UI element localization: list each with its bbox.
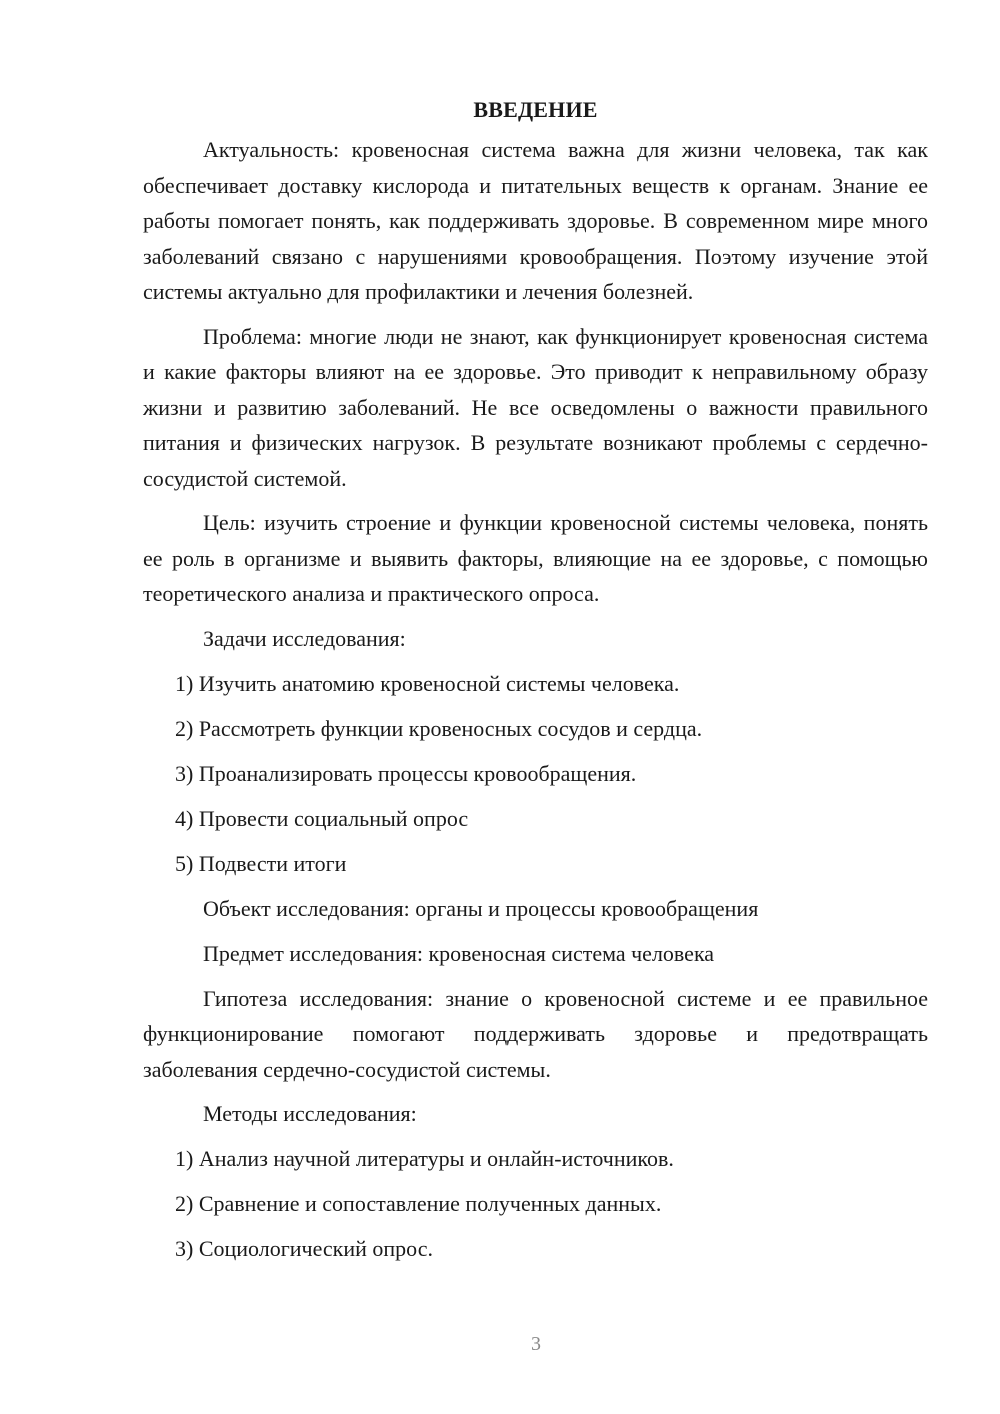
goal-paragraph: Цель: изучить строение и функции кровеносной системы человека, понять ее роль в организме и выявить факторы, влияющие на ее здоровье, с помощью теоретического анализа и практического опроса. — [143, 510, 928, 606]
task-item: 3) Проанализировать процессы кровообращения. — [175, 760, 637, 786]
task-item: 5) Подвести итоги — [175, 850, 347, 876]
tasks-heading: Задачи исследования: — [203, 625, 406, 651]
section-title: ВВЕДЕНИЕ — [473, 97, 598, 122]
method-item: 1) Анализ научной литературы и онлайн-источников. — [175, 1146, 674, 1171]
method-item: 2) Сравнение и сопоставление полученных данных. — [175, 1191, 662, 1216]
research-object: Объект исследования: органы и процессы кровообращения — [203, 895, 759, 921]
methods-heading: Методы исследования: — [203, 1101, 417, 1126]
page-number: 3 — [531, 1333, 541, 1355]
task-item: 2) Рассмотреть функции кровеносных сосудов и сердца. — [175, 715, 703, 741]
task-item: 1) Изучить анатомию кровеносной системы человека. — [175, 670, 680, 696]
relevance-paragraph: Актуальность: кровеносная система важна для жизни человека, так как обеспечивает доставку кислорода и питательных веществ к органам. Знание ее работы помогает понять, как поддерживать здоровье. В современном мире много заболеваний связано с нарушениями кровообращения. Поэтому изучение этой системы актуально для профилактики и лечения болезней. — [143, 137, 928, 304]
research-subject: Предмет исследования: кровеносная система человека — [203, 940, 715, 966]
hypothesis-paragraph: Гипотеза исследования: знание о кровеносной системе и ее правильное функционирование помогают поддерживать здоровье и предотвращать заболевания сердечно-сосудистой системы. — [143, 985, 928, 1082]
method-item: 3) Социологический опрос. — [175, 1236, 433, 1261]
document-page — [143, 94, 928, 1276]
problem-paragraph: Проблема: многие люди не знают, как функционирует кровеносная система и какие факторы влияют на ее здоровье. Это приводит к неправильному образу жизни и развитию заболеваний. Не все осведомлены о важности правильного питания и физических нагрузок. В результате возникают проблемы с сердечно-сосудистой системой. — [143, 323, 928, 491]
task-item: 4) Провести социальный опрос — [175, 805, 469, 831]
